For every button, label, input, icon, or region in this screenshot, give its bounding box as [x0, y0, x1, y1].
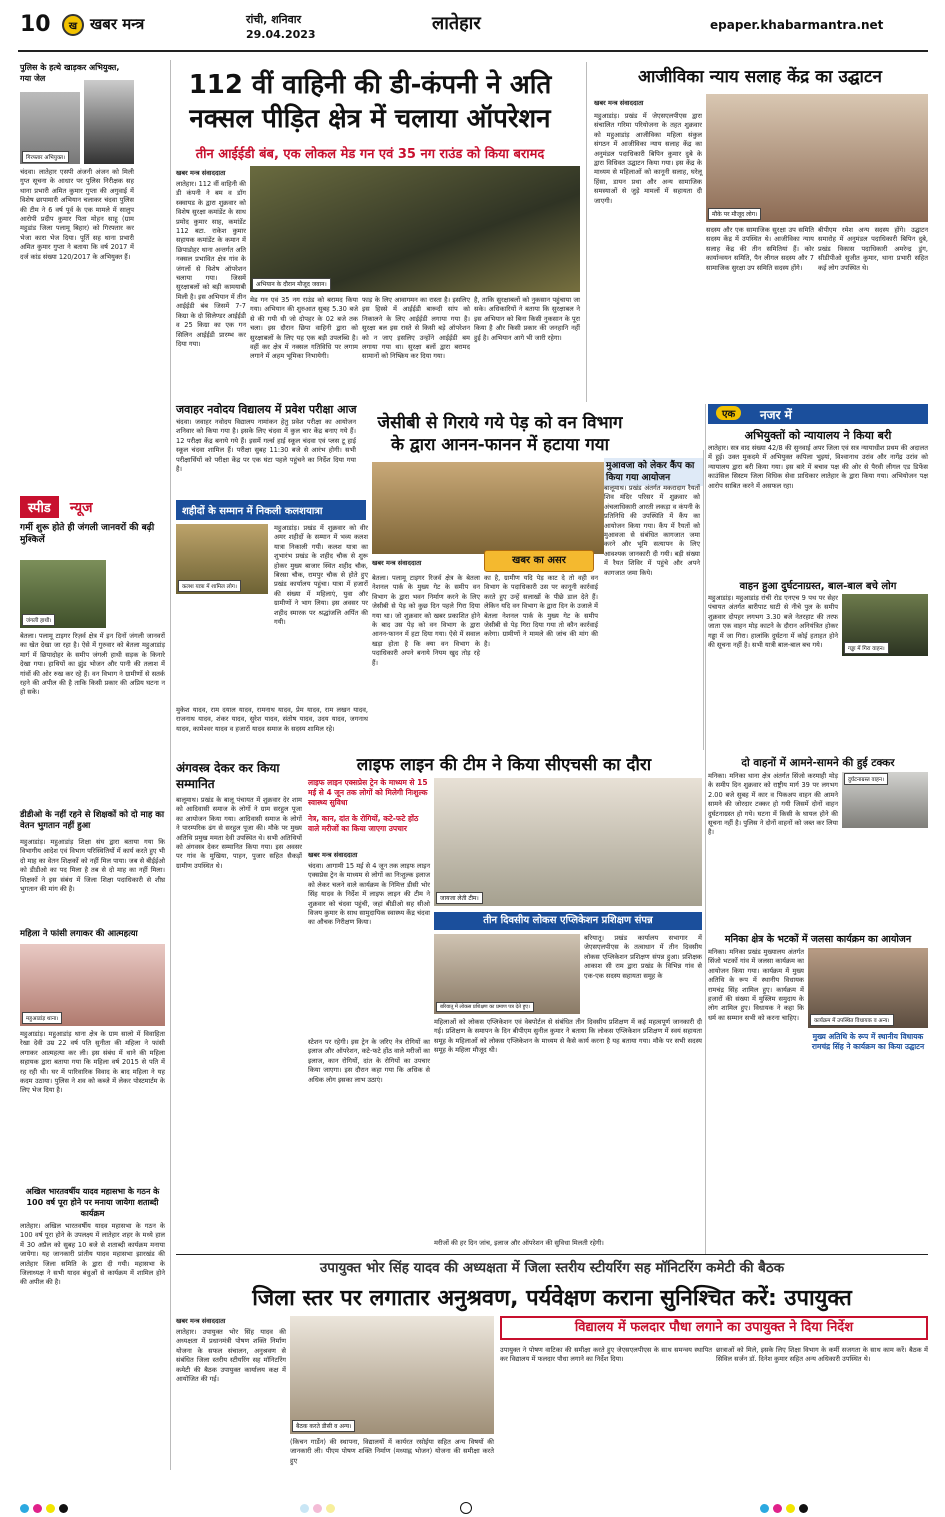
angvastra-headline: अंगवस्त्र देकर कर किया सम्मानित: [176, 761, 280, 791]
shaheed-names: मुकेश यादव, राम दयाल यादव, रामनाथ यादव, प्रेम यादव, राम लखन यादव, राजनाथ यादव, शंकर यादव, सुरेश यादव, संतोष यादव, उदय यादव, जगनाथ यादव, कामेश्वर यादव व हजारों यादव समाज के सदस्य शामिल रहे।: [176, 706, 368, 733]
lead-photo-caption: अभियान के दौरान मौजूद जवान।: [252, 278, 331, 290]
manika-caption: कार्यक्रम में उपस्थित विधायक व अन्य।: [810, 1014, 894, 1026]
ajeevika-headline: आजीविका न्याय सलाह केंद्र का उद्घाटन: [638, 67, 882, 87]
speed-label: स्पीड: [20, 496, 59, 518]
jcb-headline-2: के द्वारा आनन-फानन में हटाया गया: [390, 435, 610, 455]
yadav-body: लातेहार। अखिल भारतवर्षीय यादव महासभा के गठन के 100 वर्ष पूरा होने के उपलक्ष्य में लातेहार शहर के मध्ये हाल में 30 अप्रैल को सुबह 10 बजे से शताब्दी कार्यक्रम मनाया जायेगा। यह जानकारी प्रांतीय यादव महासभा झारखंड की लातेहार जिला समिति के द्वारा दी गयी। महासभा के जिलाध्यक्ष ने सभी यादव बंधुओं से कार्यक्रम में शामिल होने की अपील की है।: [20, 1222, 165, 1287]
training-photo: [434, 934, 580, 1014]
lead-body-2: मेड गन एवं 35 नग राउंड को बरामद किया गया। अभियान की शुरुआत सुबह 5.30 बजे से की गयी थी जो दोपहर के 02 बजे तक चला। इस दौरान छिपा वाहिनी द्वारा को सुरक्षाबलों के लिए यह एक बड़ी उपलब्धि है। वहीं कर क्षेत्र में नक्सल गतिविधि पर लगाम लगाने में अहम भूमिका निभायेगी।: [250, 296, 358, 361]
dbo-body: महुआडांड़। महुआडांड़ शिक्षा संघ द्वारा बताया गया कि विभागीय आदेश एवं विभाग परिस्थितियों में कार्य करते हुए भी दो माह का वेतन शिक्षकों को नहीं मिल पाया। जब से बीईईओ को डीडीओ का पद मिला है तब से दो माह का नहीं मिला। शिक्षकों ने इस संबंध में जिला शिक्षा पदाधिकारी से शीघ्र भुगतान की मांग की है।: [20, 838, 165, 894]
registration-mark: [460, 1502, 472, 1514]
jcb-headline-1: जेसीबी से गिराये गये पेड़ को वन विभाग: [377, 413, 623, 433]
lead-body-3: फाड़ के लिए आवागमन का रास्ता है। इसलिए इस हिस्से में आईईडी बारूदी सांप को निकालने के लिए आईईडी लगाया गया है। सुरक्षा बल इस रास्ते से किसी बड़े ऑपरेशन को न जाए इसलिए उन्होंने आईईडी बम लगाया गया था। सुरक्षा बलों द्वारा बरामद सामानों को निष्क्रिय कर दिया गया।: [362, 296, 470, 361]
col-divider-4: [705, 404, 706, 1254]
elephant-body: बेतला। पलामू टाइगर रिज़र्व क्षेत्र में इन दिनों जंगली जानवरों का खेत देखा जा रहा है। ऐसे में गुरुवार को बेतला महुआडांड़ मार्ग में छिपादोहर के समीप जंगली हाथी सड़क के किनारे देखा गया। हाथियों का झुंड भोजन और पानी की तलाश में गांवों की ओर रुख कर रहे हैं। वन विभाग ने ग्रामीणों से सतर्क रहने की अपील की है ताकि किसी प्रकार की अप्रिय घटना न हो सके।: [20, 632, 165, 697]
lifeline-body-2: स्टेशन पर रहेगी। इस ट्रेन के जरिए नेत्र रोगियों का इलाज और ऑपरेशन, कटे-फटे होंठ वाले मरीजों का इलाज, कान रोगियों, दांत के रोगियों का उपचार किया जाएगा। इस दौरान कहा गया कि अधिक से अधिक लोग इसका लाभ उठाएं।: [308, 1038, 430, 1084]
angvastra-body: बालूमाथ। प्रखंड के बालू पंचायत में शुक्रवार देर शाम को आदिवासी समाज के लोगों ने ग्राम सरहुल पूजा का आयोजन किया गया। आदिवासी समाज के लोगों ने पारम्परिक ढंग से सरहुल पूजा की। मौके पर मुख्य अतिथि प्रमुख ममता देवी उपस्थित थे। सभी अतिथियों को अंगवस्त्र देकर सम्मानित किया गया। इस अवसर पर गांव के मुखिया, पाहन, पुजार सहित सैकड़ों ग्रामीण उपस्थित थे।: [176, 796, 302, 870]
arrest-caption: गिरफ्तार अभियुक्त।: [22, 151, 69, 163]
ajeevika-body-1: महुआडांड़। प्रखंड में जेएसएलपीएस द्वारा संचालित गरिमा परियोजना के तहत शुक्रवार को महुआडांड़ आजीविका महिला संकुल संगठन में आजीविका न्याय सलाह केंद्र का अनुमंडल पदाधिकारी बिपिन कुमार दुबे के द्वारा विधिवत उद्घाटन किया गया। इस केंद्र के माध्यम से महिलाओं को कानूनी सलाह, घरेलू हिंसा, डायन प्रथा और अन्य सामाजिक समस्याओं से जुड़े मामलों में सहायता दी जाएगी।: [594, 112, 702, 205]
nazar-label: एक: [716, 406, 741, 420]
lifeline-body-1: चंदवा। आगामी 15 मई से 4 जून तक लाइफ लाइन एक्सप्रेस ट्रेन के माध्यम से लोगों का निःशुल्क इलाज को लेकर चलने वाले कार्यक्रम के निमित्त डीसी भोर सिंह यादव के निर्देश में लाइफ लाइन की टीम ने शुक्रवार को चंदवा पहुंची, जहां बीडीओ सह सीओ विजय कुमार के साथ सामुदायिक स्वास्थ्य केंद्र चंदवा का औचक निरीक्षण किया।: [308, 862, 430, 927]
training-headline: तीन दिवसीय लोकस एप्लिकेशन प्रशिक्षण संपन्न: [434, 912, 702, 930]
news-label: न्यूज: [69, 500, 93, 516]
collision-body: मनिका। मनिका थाना क्षेत्र अंतर्गत सिंजो करमाही मोड़ के समीप दिन शुक्रवार को राष्ट्रीय मार्ग 39 पर लगभग 2.00 बजे सुबह में कार व पिकअप वाहन की आमने सामने की जोरदार टक्कर हो गयी जिसमें दोनों वाहन दुर्घटनाग्रस्त हो गये। घटना में किसी के घायल होने की सूचना नहीं है। पुलिस ने दोनों वाहनों को जब्त कर लिया है।: [708, 772, 838, 837]
elephant-photo: [20, 560, 106, 628]
lead-headline-2: नक्सल पीड़ित क्षेत्र में चलाया ऑपरेशन: [189, 104, 551, 134]
suicide-body: महुआडांड़। महुआडांड़ थाना क्षेत्र के ग्राम सालो में विवाहिता रेखा देवी उम्र 22 वर्ष पति सुनीता की महिला ने फांसी लगाकर आत्महत्या कर ली। इस संबंध में थाने की महिला सहायक द्वारा बताया गया कि महिला वर्ष 2015 से पति में रह रही थी। घर में पारिवारिक विवाद के बाद महिला ने यह कदम उठाया। पुलिस ने शव को कब्जे में लेकर पोस्टमार्टम के लिए भेज दिया है।: [20, 1030, 165, 1095]
masthead-city-day: रांची, शनिवार: [246, 13, 302, 26]
lead-headline-1: 112 वीं वाहिनी की डी-कंपनी ने अति: [188, 70, 552, 100]
lead-subhead: तीन आईईडी बंब, एक लोकल मेड गन एवं 35 नग राउंड को किया बरामद: [195, 147, 545, 162]
section-name: लातेहार: [432, 13, 481, 34]
ajeevika-body-2: सदस्य और एक सामाजिक सुरक्षा उप समिति सदस्य केंद्र में उपस्थित थे। आजीविका न्याय सलाह केंद्र की तीन समितियां हैं। कोर कार्यान्वयन समिति, पैन लीगल सदस्य और 7 सामाजिक सुरक्षा उप समिति सदस्य होंगे।: [706, 226, 814, 272]
bottom-body-3: उपायुक्त ने पोषण वाटिका की समीक्षा करते हुए जेएसएलपीएस के साथ समन्वय स्थापित कर विद्यालय में फलदार पौधा लगाने का निर्देश दिया।: [500, 1346, 712, 1364]
ajeevika-byline: खबर मन्त्र संवाददाता: [594, 99, 644, 107]
vahan-caption: गड्ढा में गिरा वाहन।: [844, 642, 889, 654]
training-body-2: महिलाओं को लोकस एप्लिकेशन एवं वेबपोर्टल से संबंधित तीन दिवसीय प्रशिक्षण में कई महत्वपूर्ण जानकारी दी गई। प्रशिक्षण के समापन के दिन बीपीएम सुनील कुमार ने बताया कि लोकस एप्लिकेशन प्रशिक्षण में स्वयं सहायता समूह के महिलाओं को लोकस एप्लिकेशन के माध्यम से कैसे कार्य करना है यह बताया गया। मौके पर सभी सदस्य समूह के महिला मौजूद थी।: [434, 1018, 702, 1055]
suicide-headline: महिला ने फांसी लगाकर की आत्महत्या: [20, 929, 138, 939]
vahan-body: महुआडांड़। महुआडांड़ रांची रोड एनएच 9 पथ पर सेहर पंचायत अंतर्गत बारीपाट घाटी से नीचे पुल के समीप शुक्रवार दोपहर लगभग 3.30 बजे नेतरहाट की तरफ जाता एक वाहन मोड़ काटने के दौरान अनियंत्रित होकर गड्ढा में जा गिरा। हालांकि दुर्घटना में कोई हताहत होने की सूचना नहीं है। सभी यात्री बाल-बाल बच गये।: [708, 594, 838, 650]
accused-photo: [84, 80, 134, 164]
jcb-photo: [372, 462, 604, 554]
page-number: 10: [20, 12, 51, 37]
masthead: [0, 0, 945, 58]
vahan-headline: वाहन हुआ दुर्घटनाग्रस्त, बाल-बाल बचे लोग: [739, 581, 897, 592]
col-divider-2: [586, 62, 587, 402]
lifeline-photo-caption: जायजा लेती टीम।: [436, 892, 483, 904]
vahan-photo: [842, 594, 928, 656]
court-headline: अभियुक्तों को न्यायालय ने किया बरी: [744, 429, 892, 442]
lead-body-4: है, ताकि सुरक्षाबलों को नुकसान पहुंचाया जा सके। अधिकारियों ने बताया कि सुरक्षाबल ने इस अभियान को बिना किसी नुकसान के पूरा किया है और किसी प्रकार की जनहानि नहीं हुई है। अभियान आगे भी जारी रहेगा।: [474, 296, 580, 342]
speed-news-banner: [20, 496, 160, 518]
red-headline: विद्यालय में फलदार पौधा लगाने का उपायुक्त ने दिया निर्देश: [500, 1316, 928, 1340]
masthead-date: 29.04.2023: [246, 28, 316, 41]
court-body: लातेहार। सत्र वाद संख्या 42/8 की सुनवाई अपर जिला एवं सत्र न्यायाधीश प्रथम की अदालत में हुई। उक्त मुकदमे में अभियुक्त कपिला भुइयां, विश्वानाथ उरांव और नागेंद्र उरांव को न्यायालय द्वारा बरी किया गया। इस बारे में बचाव पक्ष की ओर से पैरवी लीगल एड डिफेंस काउंसिल सिस्टम जिला विधिक सेवा प्राधिकार लातेहार के द्वारा किया गया। अभियोजन पक्ष आरोप साबित करने में असफल रहा।: [708, 444, 928, 490]
brand-name: खबर मन्त्र: [90, 15, 145, 33]
col-divider-1: [170, 60, 171, 1470]
arrest-body: चंदवा। लातेहार एसपी अंजनी अंजन को मिली गुप्त सूचना के आधार पर पुलिस निरीक्षक सह थाना प्रभारी अमित कुमार गुप्ता की अगुवाई में विशेष छापामारी अभियान चलाकर चंदवा पुलिस की टीम ने 6 वर्ष पूर्व के एक मामले में सालुप आरोपी प्रदीप कुमार पिता मोहन साहू (ग्राम महुडांड जिला पलामू बिहार) को गिरफ्तार कर भेजा कारा भेज दिया। पूर्ति सह थाना प्रभारी अमित कुमार गुप्ता ने बताया कि वर्ष 2017 में दर्ज कांड संख्या 120/2017 के अभियुक्त हैं।: [20, 168, 134, 261]
jcb-body-1: बेतला। पलामू टाइगर रिजर्व क्षेत्र के बेतला नेशनल पार्क के मुख्य गेट के समीप वन विभाग के द्वारा भवन निर्माण करने के लिए जेसीबी से पेड़ को कुछ दिन पहले गिरा दिया गया था। जो शुक्रवार को खबर प्रकाशित होने के बाद उस पेड़ को वन विभाग के द्वारा आनन-फानन में हटा दिया गया। ऐसे में सवाल खड़ा होता है कि क्या वन विभाग के पदाधिकारी अपने बनाये नियम खुद तोड़ रहे हैं।: [372, 574, 480, 667]
jcb-byline: खबर मन्त्र संवाददाता: [372, 559, 422, 567]
bottom-body-4: छात्राओं को मिले, इसके लिए शिक्षा विभाग के कर्मी सजगता के साथ काम करें। बैठक में सिविल सर्जन डॉ. दिनेश कुमार सहित अन्य अधिकारी उपस्थित थे।: [716, 1346, 928, 1364]
lifeline-photo: [434, 778, 702, 906]
manika-photo: [808, 948, 928, 1028]
manika-body: मनिका। मनिका प्रखंड मुख्यालय अंतर्गत सिंजो भटकों गांव में जलसा कार्यक्रम का आयोजन किया गया। कार्यक्रम में मुख्य अतिथि के रूप में स्थानीय विधायक रामचंद्र सिंह शामिल हुए। कार्यक्रम में हजारों की संख्या में मुस्लिम समुदाय के लोग शामिल हुए। विधायक ने कहा कि धर्म का सम्मान सभी को करना चाहिए।: [708, 948, 804, 1022]
masthead-rule: [18, 50, 928, 52]
shaheed-photo: [176, 524, 268, 594]
shaheed-headline: शहीदों के सम्मान में निकली कलशयात्रा: [176, 500, 366, 520]
lifeline-headline: लाइफ लाइन की टीम ने किया सीएचसी का दौरा: [356, 755, 652, 775]
col-divider-3: [703, 450, 704, 750]
lifeline-bullet-2: नेत्र, कान, दांत के रोगियों, कटे-फटे होंठ वाले मरीजों का किया जाएगा उपचार: [308, 814, 419, 833]
bottom-rule: [176, 1254, 928, 1255]
jcb-impact-badge: खबर का असर: [484, 550, 594, 572]
ajeevika-caption: मौके पर मौजूद लोग।: [708, 208, 761, 220]
shaheed-body: महुआडांड़। प्रखंड में शुक्रवार को वीर अमर शहीदों के सम्मान में भव्य कलश यात्रा निकाली गयी। कलश यात्रा का शुभारंभ प्रखंड के शहीद चौक से शुरू होकर मुख्य बाजार स्थित शहीद चौक, बिरसा चौक, रामपुर चौक से होते हुए प्रखंड कार्यालय पहुंचा। यात्रा में हजारों की संख्या में महिलाएं, युवा और ग्रामीणों ने भाग लिया। इस अवसर पर शहीद स्मारक पर श्रद्धांजलि अर्पित की गयी।: [274, 524, 368, 627]
collision-photo: [842, 772, 928, 828]
website-link[interactable]: epaper.khabarmantra.net: [710, 18, 884, 32]
manika-headline: मनिका क्षेत्र के भटकों में जलसा कार्यक्रम का आयोजन: [724, 934, 912, 945]
shaheed-body-left: [176, 598, 268, 702]
nazar-title: नजर में: [760, 408, 792, 422]
bottom-body-1: लातेहार। उपायुक्त भोर सिंह यादव की अध्यक्षता में प्रधानमंत्री पोषण शक्ति निर्माण योजना के सफल संचालन, अनुश्रवण से संबंधित जिला स्तरीय स्टीयरिंग सह मॉनिटरिंग कमेटी की बैठक उपायुक्त कार्यालय कक्ष में आयोजित की गई।: [176, 1328, 286, 1384]
bottom-headline: जिला स्तर पर लगातार अनुश्रवण, पर्यवेक्षण कराना सुनिश्चित करें: उपायुक्त: [252, 1286, 852, 1311]
bottom-kicker: उपायुक्त भोर सिंह यादव की अध्यक्षता में जिला स्तरीय स्टीयरिंग सह मॉनिटरिंग कमेटी की बैठक: [319, 1260, 785, 1276]
brand-logo: ख: [62, 14, 84, 36]
shaheed-caption: कलश यात्रा में शामिल लोग।: [178, 580, 241, 592]
collision-caption: दुर्घटनाग्रस्त वाहन।: [844, 773, 888, 785]
bottom-byline: खबर मन्त्र संवाददाता: [176, 1317, 226, 1325]
bottom-photo: [290, 1316, 494, 1434]
lifeline-footer: मरीजों की हर दिन जांच, इलाज और ऑपरेशन की सुविधा मिलती रहेगी।: [434, 1239, 604, 1247]
jcb-body-2: का है, ग्रामीण यदि पेड़ काट दे तो वही वन विभाग के पदाधिकारी उस पर कानूनी कार्रवाई करते हुए उन्हें सलाखों के पीछे डाल देते हैं। लेकिन यदि वन विभाग के द्वारा दिन के उजाले में बेतला नेशनल पार्क के मुख्य गेट के समीप जेसीबी से पेड़ गिरा दिया गया तो कौन कार्रवाई करेगा। ग्रामीणों ने मामले की जांच की मांग की है।: [484, 574, 598, 648]
elephant-caption: जंगली हाथी।: [22, 614, 55, 626]
bottom-caption: बैठक करते डीसी व अन्य।: [292, 1420, 355, 1432]
manika-quote: मुख्य अतिथि के रूप में स्थानीय विधायक रामचंद्र सिंह ने कार्यक्रम का किया उद्घाटन: [811, 1032, 925, 1051]
muawaja-headline: मुआवजा को लेकर कैंप का किया गया आयोजन: [604, 458, 704, 486]
thana-caption: महुआडांड़ थाना।: [22, 1012, 62, 1024]
lifeline-byline: खबर मन्त्र संवाददाता: [308, 851, 358, 859]
ajeevika-photo: [706, 94, 928, 222]
dbo-headline: डीडीओ के नहीं रहने से शिक्षकों को दो माह का वेतन भुगतान नहीं हुआ: [20, 810, 165, 831]
registration-dots-mid: [300, 1503, 335, 1513]
navodaya-headline: जवाहर नवोदय विद्यालय में प्रवेश परीक्षा आज: [176, 403, 357, 416]
yadav-headline: अखिल भारतवर्षीय यादव महासभा के गठन के 100 वर्ष पूरा होने पर मनाया जायेगा शताब्दी कार्यक्रम: [25, 1187, 160, 1218]
muawaja-body: बालूमाथ। प्रखंड अंतर्गत मकरादाग रैयतों शिव मंदिर परिसर में शुक्रवार को अंचलाधिकारी आरती लकड़ा व कंपनी के प्रतिनिधि की उपस्थिति में कैंप का आयोजन किया गया। कैंप में रैयतों को मुआवजा से संबंधित कागजात जमा करने और भूमि सत्यापन के लिए आवश्यक जानकारी दी गयी। बड़ी संख्या में रैयत शिविर में पहुंचे और अपने कागजात जमा किये।: [604, 484, 700, 577]
thana-photo: [20, 944, 165, 1026]
elephant-headline: गर्मी शुरू होते ही जंगली जानवरों की बढ़ी मुश्किलें: [20, 523, 155, 545]
lead-photo: [250, 166, 580, 292]
training-caption: बरियातू में लोकस प्रशिक्षण का प्रमाण पत्र देते हुए।: [436, 1002, 534, 1012]
navodaya-body: चंदवा। जवाहर नवोदय विद्यालय नामांकन हेतु प्रवेश परीक्षा का आयोजन शनिवार को किया गया है। इसके लिए चंदवा में कुल चार केंद्र बनाए गये हैं। 12 परीक्षा केंद्र बनाये गये हैं। इसमें गर्ल्स हाई स्कूल चंदवा एवं प्लस टू हाई स्कूल चंदवा शामिल हैं। परीक्षा सुबह 11:30 बजे से आरंभ होगी। सभी परीक्षार्थियों को परीक्षा केंद्र पर एक घंटा पहले पहुंचने का निर्देश दिया गया है।: [176, 418, 356, 474]
arrest-photo: [20, 92, 80, 164]
ajeevika-body-3: बीपीएम रमेश अन्य सदस्य होंगे। उद्घाटन समारोह में अनुमंडल पदाधिकारी बिपिन दुबे, प्रखंड विकास पदाधिकारी अमरेन्द्र डुंग, सीडीपीओ सुजीत कुमार, थाना प्रभारी सहित कई लोग उपस्थित थे।: [818, 226, 928, 272]
registration-dots-right: [760, 1503, 808, 1513]
nazar-header: [708, 404, 928, 424]
bottom-body-2: (किचन गार्डेन) की स्थापना, विद्यालयों में कार्यरत रसोईया सहित अन्य विषयों की जानकारी ली। पीएम पोषण शक्ति निर्माण (मध्याह्न भोजन) योजना की समीक्षा करते हुए: [290, 1438, 494, 1465]
lead-byline: खबर मन्त्र संवाददाता: [176, 169, 226, 177]
registration-dots-left: [20, 1503, 68, 1513]
training-body-1: बरियातू। प्रखंड कार्यालय सभागार में जेएसएलपीएस के तत्वाधान में तीन दिवसीय लोकस एप्लिकेशन प्रशिक्षण संपन्न हुआ। प्रशिक्षक आकाश सी राम द्वारा प्रखंड के विभिन्न गांव से एक-एक सदस्य सहायता समूह के: [584, 934, 702, 980]
arrest-headline: पुलिस के हत्थे खाड़कर अभियुक्त, गया जेल: [20, 63, 120, 83]
collision-headline: दो वाहनों में आमने-सामने की हुई टक्कर: [741, 757, 895, 769]
lifeline-bullet-1: लाइफ लाइन एक्सप्रेस ट्रेन के माध्यम से 15 मई से 4 जून तक लोगों को मिलेगी निःशुल्क स्वास्थ्य सुविधा: [308, 778, 428, 807]
lead-body-1: लातेहार। 112 वीं वाहिनी की डी कंपनी ने बम व डॉग स्क्वायड के द्वारा शुक्रवार को विशेष सुरक्षा कमांडेंट के साथ प्रमोद कुमार साह, कमांडेंट 112 बटा. राकेश कुमार सहायक कमांडेंट के कमान में छिपाडोहर थाना अन्तर्गत अति नक्सल प्रभावित क्षेत्र गांव के जंगलों से विशेष ऑपरेशन चलाया गया। जिसमें सुरक्षाबलों को बड़ी कामयाबी मिली है। इस अभियान में तीन आईईडी बंब जिसमें 7-7 किग्रा के दो सिलेण्डर आईईडी व 25 किग्रा का एक गन सिलिन आईईडी प्रारम्भ कर दिया गया।: [176, 180, 246, 348]
